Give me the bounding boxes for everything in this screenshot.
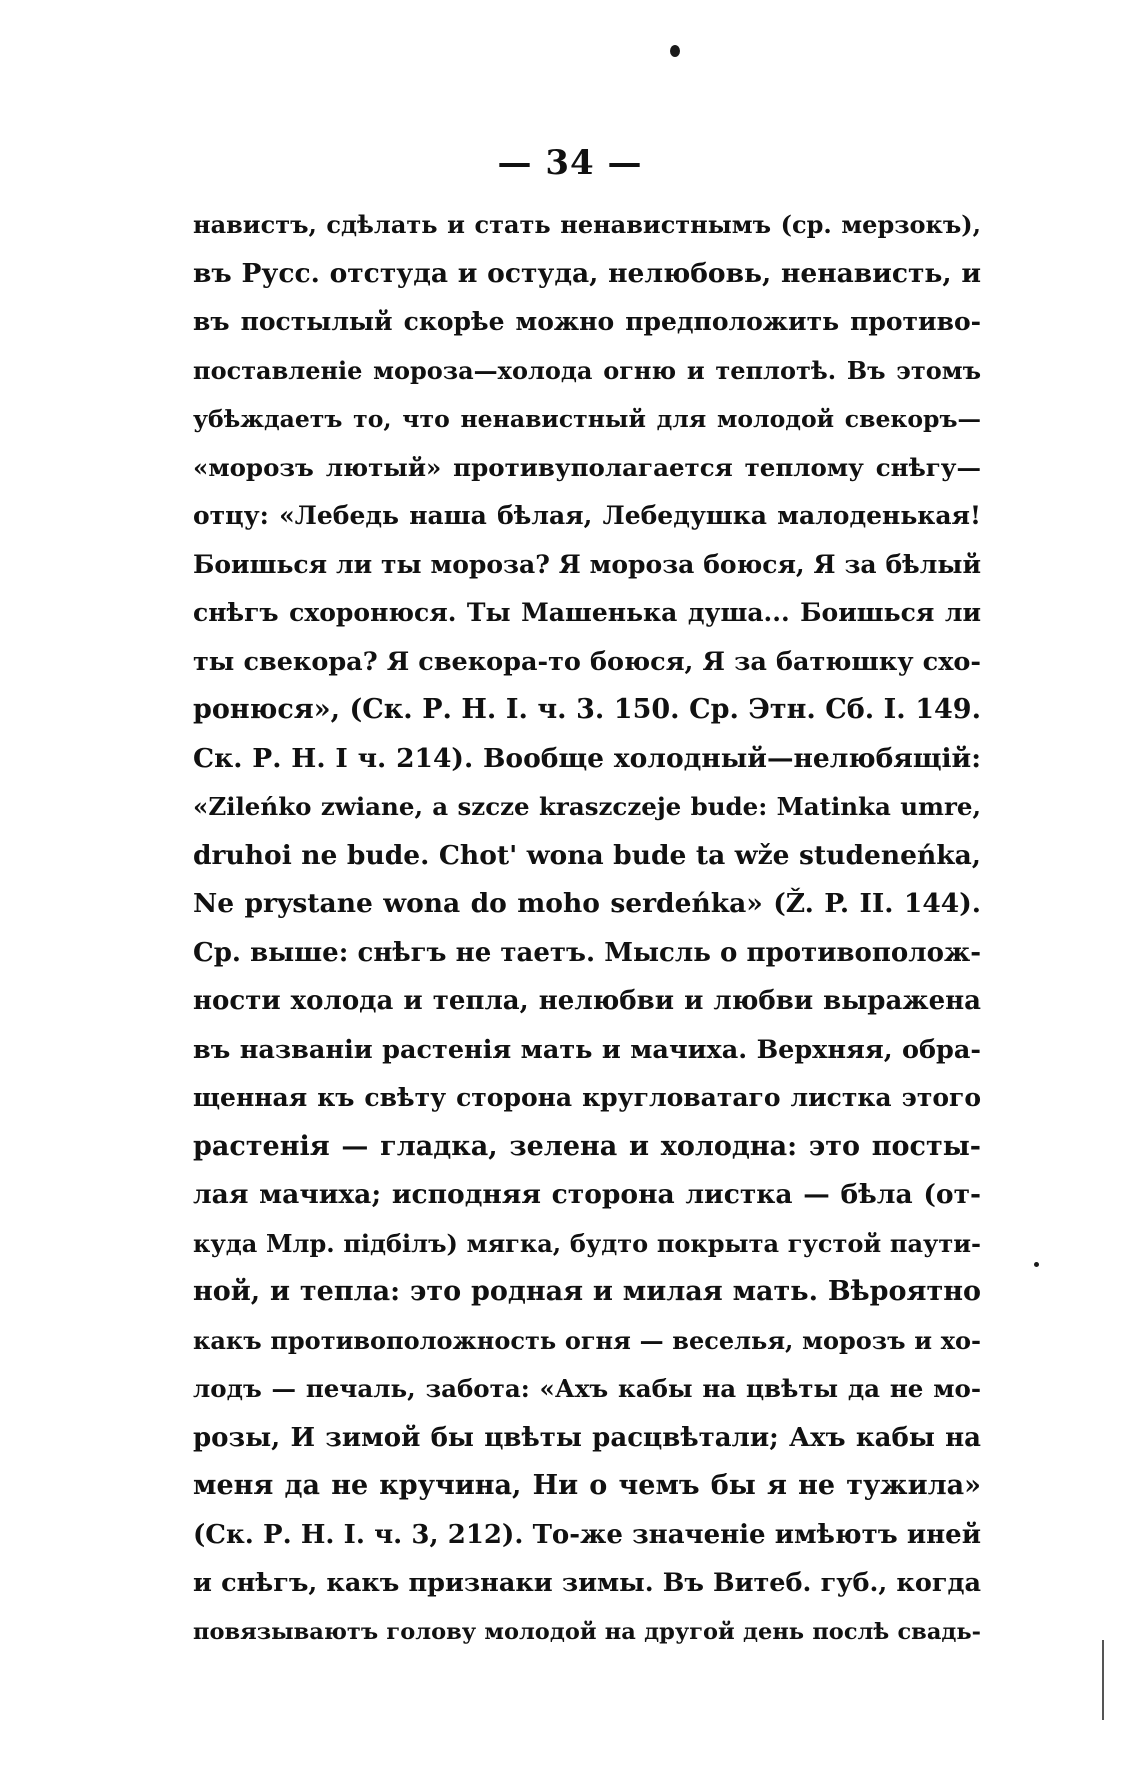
text-line: куда Млр. підбілъ) мягка, будто покрыта густой паути-: [193, 1228, 981, 1258]
ink-speck: [1034, 1262, 1039, 1267]
page-number: — 34 —: [497, 143, 643, 183]
body-text: [193, 201, 981, 1656]
text-line: ности холода и тепла, нелюбви и любви выражена: [193, 986, 981, 1016]
text-line: лодъ — печаль, забота: «Ахъ кабы на цвѣты да не мо-: [193, 1374, 981, 1403]
text-line: druhoi ne bude. Chot' wona bude ta wže studeneńka,: [193, 839, 981, 871]
text-line: поставленіе мороза—холода огню и теплотѣ. Въ этомъ: [193, 355, 981, 385]
text-line: лая мачиха; исподняя сторона листка — бѣла (от-: [193, 1179, 981, 1210]
text-line: въ Русс. отстуда и остуда, нелюбовь, ненависть, и: [193, 257, 981, 289]
text-line: снѣгъ схоронюся. Ты Машенька душа... Боишься ли: [193, 598, 981, 627]
text-line: какъ противоположность огня — веселья, морозъ и хо-: [193, 1325, 981, 1355]
text-line: Ск. Р. Н. I ч. 214). Вообще холодный—нелюбящій:: [193, 742, 981, 774]
text-line: ной, и тепла: это родная и милая мать. Вѣроятно: [193, 1276, 981, 1307]
text-line: Ne prystane wona do moho serdeńka» (Ž. P. II. 144).: [193, 888, 981, 919]
text-line: растенія — гладка, зелена и холодна: это посты-: [193, 1130, 981, 1162]
scan-edge-mark: [1102, 1640, 1104, 1720]
text-line: навистъ, сдѣлать и стать ненавистнымъ (ср. мерзокъ),: [193, 210, 981, 239]
text-line: «Zileńko zwiane, a szcze kraszczeje bude: Matinka umre,: [193, 792, 981, 821]
text-line: Ср. выше: снѣгъ не таетъ. Мысль о противополож-: [193, 937, 981, 968]
text-line: и снѣгъ, какъ признаки зимы. Въ Витеб. губ., когда: [193, 1568, 981, 1598]
text-line: отцу: «Лебедь наша бѣлая, Лебедушка малоденькая!: [193, 501, 981, 530]
text-line: (Ск. Р. Н. I. ч. 3, 212). То-же значеніе имѣютъ иней: [193, 1519, 981, 1550]
text-line: ронюся», (Ск. Р. Н. I. ч. 3. 150. Ср. Этн. Сб. I. 149.: [193, 694, 981, 725]
text-line: ты свекора? Я свекора-то боюся, Я за батюшку схо-: [193, 646, 981, 677]
text-line: въ постылый скорѣе можно предположить противо-: [193, 307, 981, 336]
text-line: розы, И зимой бы цвѣты расцвѣтали; Ахъ кабы на: [193, 1422, 981, 1453]
text-line: убѣждаетъ то, что ненавистный для молодой свекоръ—: [193, 405, 981, 433]
text-line: меня да не кручина, Ни о чемъ бы я не тужила»: [193, 1470, 981, 1501]
text-line: въ названіи растенія мать и мачиха. Верхняя, обра-: [193, 1034, 981, 1065]
ink-speck: [670, 45, 680, 57]
text-line: «морозъ лютый» противуполагается теплому снѣгу—: [193, 452, 981, 482]
text-line: повязываютъ голову молодой на другой день послѣ свадь-: [193, 1618, 981, 1645]
text-line: щенная къ свѣту сторона кругловатаго листка этого: [193, 1083, 981, 1112]
text-line: Боишься ли ты мороза? Я мороза боюся, Я за бѣлый: [193, 549, 981, 579]
